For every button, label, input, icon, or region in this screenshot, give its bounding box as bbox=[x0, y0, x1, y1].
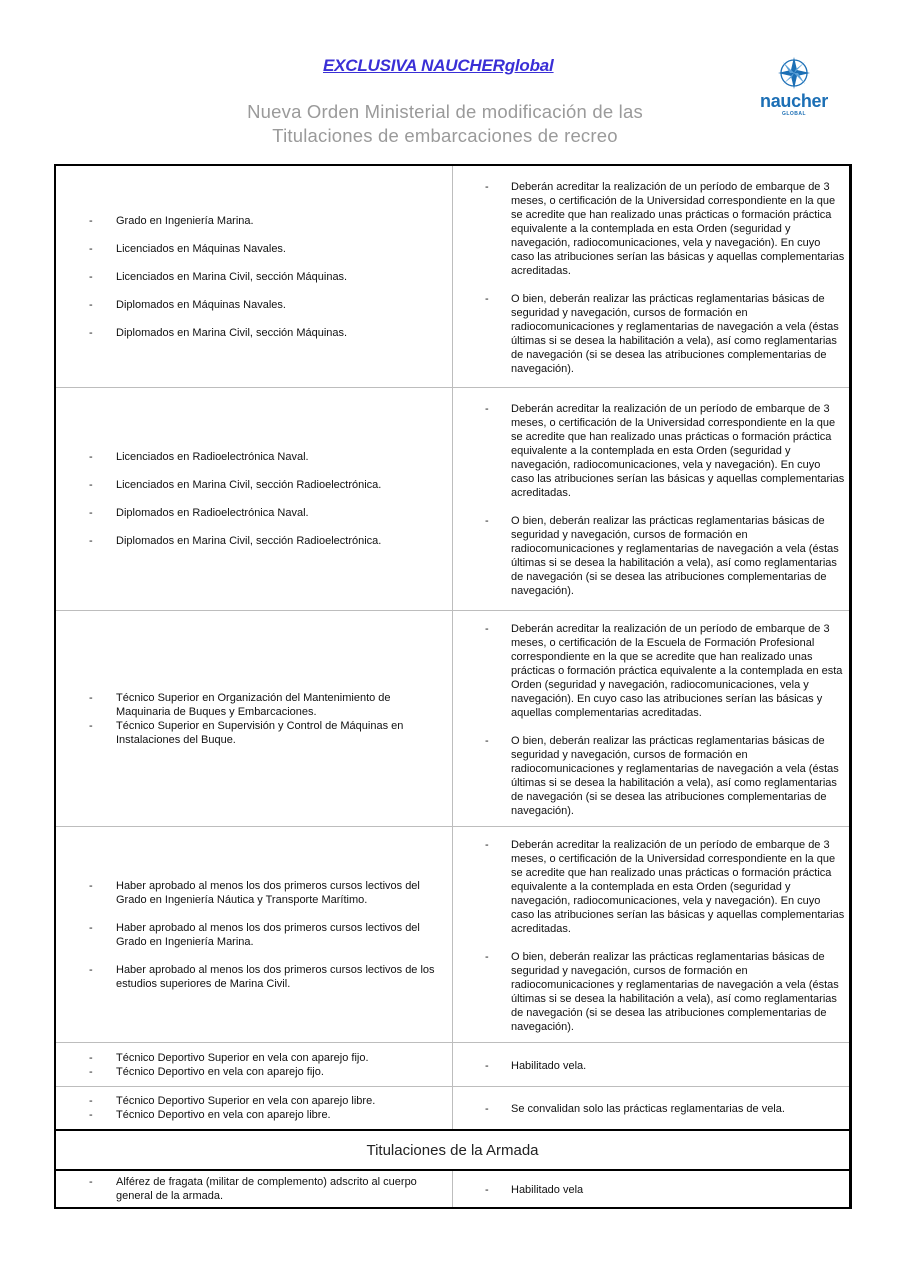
requirements-cell bbox=[453, 611, 849, 826]
list-item: - Haber aprobado al menos los dos primeros cursos lectivos del Grado en Ingeniería Marina. bbox=[56, 921, 440, 949]
list-item: - Técnico Deportivo Superior en vela con aparejo fijo. bbox=[56, 1051, 440, 1065]
subtitle-line-2: Titulaciones de embarcaciones de recreo bbox=[272, 125, 618, 146]
list-item: - Diplomados en Máquinas Navales. bbox=[56, 298, 440, 312]
titles-cell bbox=[56, 1171, 453, 1207]
list-item: - Grado en Ingeniería Marina. bbox=[56, 214, 440, 228]
titles-list bbox=[56, 1094, 440, 1122]
list-item: - O bien, deberán realizar las prácticas reglamentarias básicas de seguridad y navegación, cursos de formación en radiocomunicaciones y reglamentarias de navegación a vela (éstas últimas si se desea la habilitación a vela), así como reglamentarias de navegación (si se desea las atribuciones complementarias de navegación). bbox=[453, 514, 845, 598]
exclusive-link[interactable]: EXCLUSIVA NAUCHERglobal bbox=[323, 56, 554, 75]
list-item: - Técnico Deportivo en vela con aparejo libre. bbox=[56, 1108, 440, 1122]
titles-cell bbox=[56, 1043, 453, 1086]
titles-cell bbox=[56, 388, 453, 610]
table-row bbox=[56, 611, 849, 827]
list-item: - Deberán acreditar la realización de un período de embarque de 3 meses, o certificación de la Universidad correspondiente en la que se acredite que han realizado unas prácticas o formación práctica equivalente a la contemplada en esta Orden (seguridad y navegación, radiocomunicaciones, vela y navegación). En cuyo caso las atribuciones serían las básicas y aquellas complementarias acreditadas. bbox=[453, 402, 845, 500]
requirements-list bbox=[453, 1059, 845, 1073]
list-item: - O bien, deberán realizar las prácticas reglamentarias básicas de seguridad y navegación, cursos de formación en radiocomunicaciones y reglamentarias de navegación a vela (éstas últimas si se desea la habilitación a vela), así como reglamentarias de navegación (si se desea las atribuciones complementarias de navegación). bbox=[453, 734, 845, 818]
titles-cell bbox=[56, 611, 453, 826]
list-item: - Haber aprobado al menos los dos primeros cursos lectivos del Grado en Ingeniería Náutica y Transporte Marítimo. bbox=[56, 879, 440, 907]
section-title-armada: Titulaciones de la Armada bbox=[56, 1129, 849, 1171]
requirements-list bbox=[453, 1102, 845, 1116]
list-item: - Licenciados en Marina Civil, sección Máquinas. bbox=[56, 270, 440, 284]
logo-wordmark: naucher bbox=[760, 91, 828, 111]
requirements-list bbox=[453, 622, 845, 818]
requirements-cell bbox=[453, 827, 849, 1042]
table-row bbox=[56, 1043, 849, 1087]
requirements-cell bbox=[453, 166, 849, 387]
list-item: - Deberán acreditar la realización de un período de embarque de 3 meses, o certificación de la Universidad correspondiente en la que se acredite que han realizado unas prácticas o formación práctica equivalente a la contemplada en esta Orden (seguridad y navegación, radiocomunicaciones, vela y navegación). En cuyo caso las atribuciones serían las básicas y aquellas complementarias acreditadas. bbox=[453, 180, 845, 278]
requirements-list bbox=[453, 180, 845, 376]
list-item: - Deberán acreditar la realización de un período de embarque de 3 meses, o certificación de la Universidad correspondiente en la que se acredite que han realizado unas prácticas o formación práctica equivalente a la contemplada en esta Orden (seguridad y navegación, radiocomunicaciones, vela y navegación). En cuyo caso las atribuciones serían las básicas y aquellas complementarias acreditadas. bbox=[453, 838, 845, 936]
requirements-list bbox=[453, 838, 845, 1034]
list-item: - Deberán acreditar la realización de un período de embarque de 3 meses, o certificación de la Escuela de Formación Profesional correspondiente en la que se acredite que han realizado unas prácticas o formación práctica equivalente a la contemplada en esta Orden (seguridad y navegación, radiocomunicaciones, vela y navegación). En cuyo caso las atribuciones serían las básicas y aquellas complementarias acreditadas. bbox=[453, 622, 845, 720]
list-item: - Técnico Deportivo Superior en vela con aparejo libre. bbox=[56, 1094, 440, 1108]
list-item: - Diplomados en Marina Civil, sección Radioelectrónica. bbox=[56, 534, 440, 548]
list-item: - Haber aprobado al menos los dos primeros cursos lectivos de los estudios superiores de Marina Civil. bbox=[56, 963, 440, 991]
titles-list bbox=[56, 450, 440, 548]
requirements-cell bbox=[453, 1087, 849, 1129]
titles-list bbox=[56, 1051, 440, 1079]
titles-list bbox=[56, 691, 440, 747]
titles-list bbox=[56, 879, 440, 991]
subtitle-line-1: Nueva Orden Ministerial de modificación de las bbox=[247, 101, 643, 122]
list-item: - Técnico Superior en Supervisión y Control de Máquinas en Instalaciones del Buque. bbox=[56, 719, 440, 747]
list-item: - O bien, deberán realizar las prácticas reglamentarias básicas de seguridad y navegación, cursos de formación en radiocomunicaciones y reglamentarias de navegación a vela (éstas últimas si se desea la habilitación a vela), así como reglamentarias de navegación (si se desea las atribuciones complementarias de navegación). bbox=[453, 292, 845, 376]
titles-list bbox=[56, 214, 440, 340]
list-item: - Habilitado vela. bbox=[453, 1059, 845, 1073]
requirements-list bbox=[453, 402, 845, 598]
list-item: - Técnico Superior en Organización del Mantenimiento de Maquinaria de Buques y Embarcaciones. bbox=[56, 691, 440, 719]
table-row bbox=[56, 827, 849, 1043]
table-row bbox=[56, 166, 849, 388]
list-item: - Licenciados en Radioelectrónica Naval. bbox=[56, 450, 440, 464]
list-item: - Diplomados en Marina Civil, sección Máquinas. bbox=[56, 326, 440, 340]
list-item: - Alférez de fragata (militar de complemento) adscrito al cuerpo general de la armada. bbox=[56, 1175, 440, 1203]
logo-subtext: GLOBAL bbox=[781, 111, 807, 117]
list-item: - Se convalidan solo las prácticas reglamentarias de vela. bbox=[453, 1102, 845, 1116]
list-item: - Diplomados en Radioelectrónica Naval. bbox=[56, 506, 440, 520]
titles-cell bbox=[56, 827, 453, 1042]
table-row bbox=[56, 1087, 849, 1129]
list-item: - Licenciados en Máquinas Navales. bbox=[56, 242, 440, 256]
titles-cell bbox=[56, 166, 453, 387]
list-item: - O bien, deberán realizar las prácticas reglamentarias básicas de seguridad y navegación, cursos de formación en radiocomunicaciones y reglamentarias de navegación a vela (éstas últimas si se desea la habilitación a vela), así como reglamentarias de navegación (si se desea las atribuciones complementarias de navegación). bbox=[453, 950, 845, 1034]
list-item: - Licenciados en Marina Civil, sección Radioelectrónica. bbox=[56, 478, 440, 492]
titles-cell bbox=[56, 1087, 453, 1129]
titulaciones-table bbox=[54, 164, 852, 1209]
requirements-list bbox=[453, 1183, 845, 1197]
table-row bbox=[56, 1171, 849, 1209]
requirements-cell bbox=[453, 1043, 849, 1086]
list-item: - Habilitado vela bbox=[453, 1183, 845, 1197]
requirements-cell bbox=[453, 388, 849, 610]
list-item: - Técnico Deportivo en vela con aparejo fijo. bbox=[56, 1065, 440, 1079]
document-subtitle bbox=[180, 100, 710, 148]
titles-list bbox=[56, 1175, 440, 1203]
table-row bbox=[56, 388, 849, 611]
requirements-cell bbox=[453, 1171, 849, 1207]
